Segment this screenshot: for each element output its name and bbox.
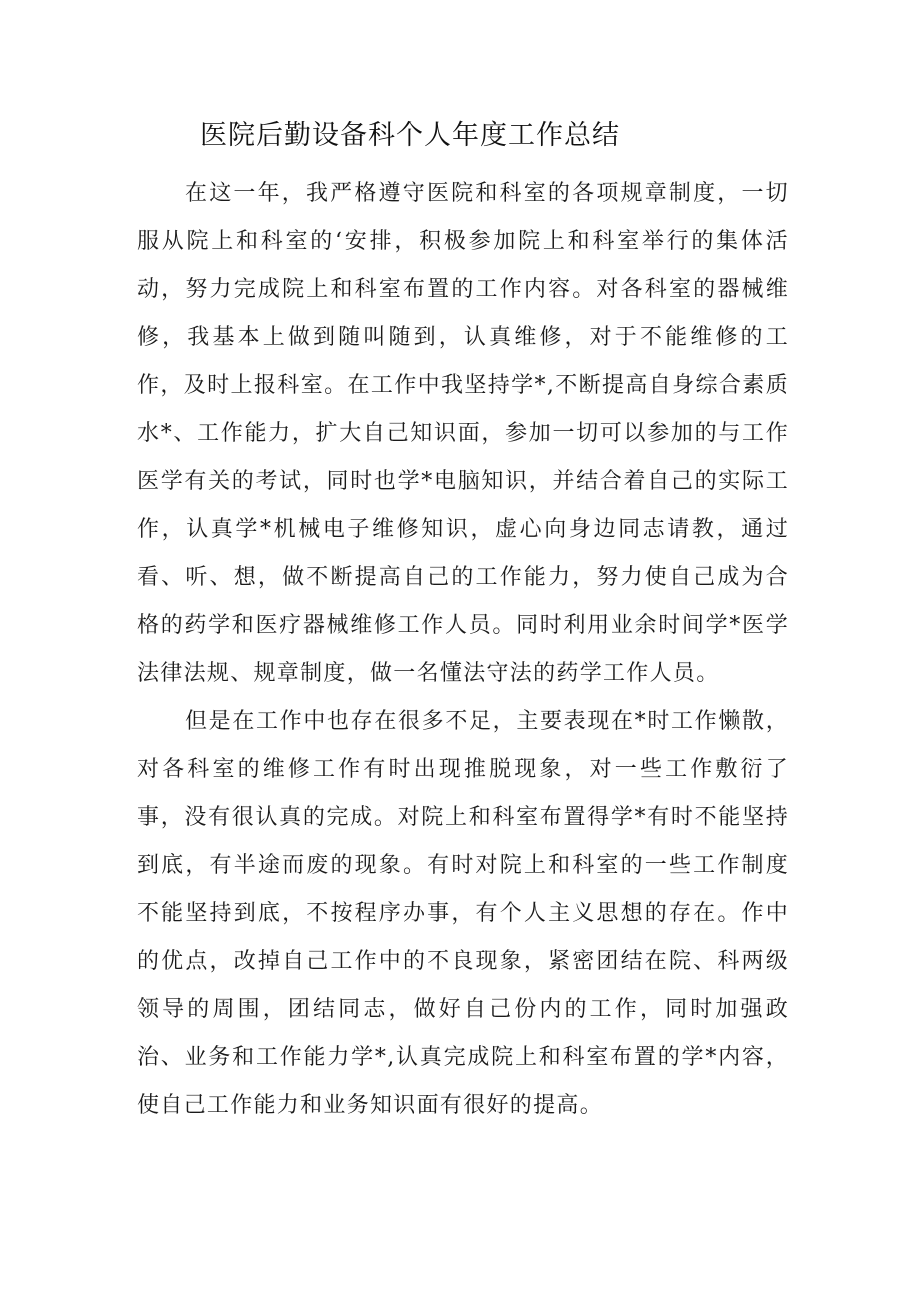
document-title: 医院后勤设备科个人年度工作总结 (200, 120, 620, 151)
paragraph-1: 在这一年，我严格遵守医院和科室的各项规章制度，一切服从院上和科室的‘安排，积极参加院上和科室举行的集体活动，努力完成院上和科室布置的工作内容。对各科室的器械维修，我基本上做到随叫随到，认真维修，对于不能维修的工作，及时上报科室。在工作中我坚持学*,不断提高自身综合素质水*、工作能力，扩大自己知识面，参加一切可以参加的与工作医学有关的考试，同时也学*电脑知识，并结合着自己的实际工作，认真学*机械电子维修知识，虚心向身边同志请教，通过看、听、想，做不断提高自己的工作能力，努力使自己成为合格的药学和医疗器械维修工作人员。同时利用业余时间学*医学法律法规、规章制度，做一名懂法守法的药学工作人员。 (137, 181, 789, 686)
paragraph-2: 但是在工作中也存在很多不足，主要表现在*时工作懒散，对各科室的维修工作有时出现推脱现象，对一些工作敷衍了事，没有很认真的完成。对院上和科室布置得学*有时不能坚持到底，有半途而废的现象。有时对院上和科室的一些工作制度不能坚持到底，不按程序办事，有个人主义思想的存在。作中的优点，改掉自己工作中的不良现象，紧密团结在院、科两级领导的周围，团结同志，做好自己份内的工作，同时加强政治、业务和工作能力学*,认真完成院上和科室布置的学*内容，使自己工作能力和业务知识面有很好的提高。 (137, 709, 789, 1118)
